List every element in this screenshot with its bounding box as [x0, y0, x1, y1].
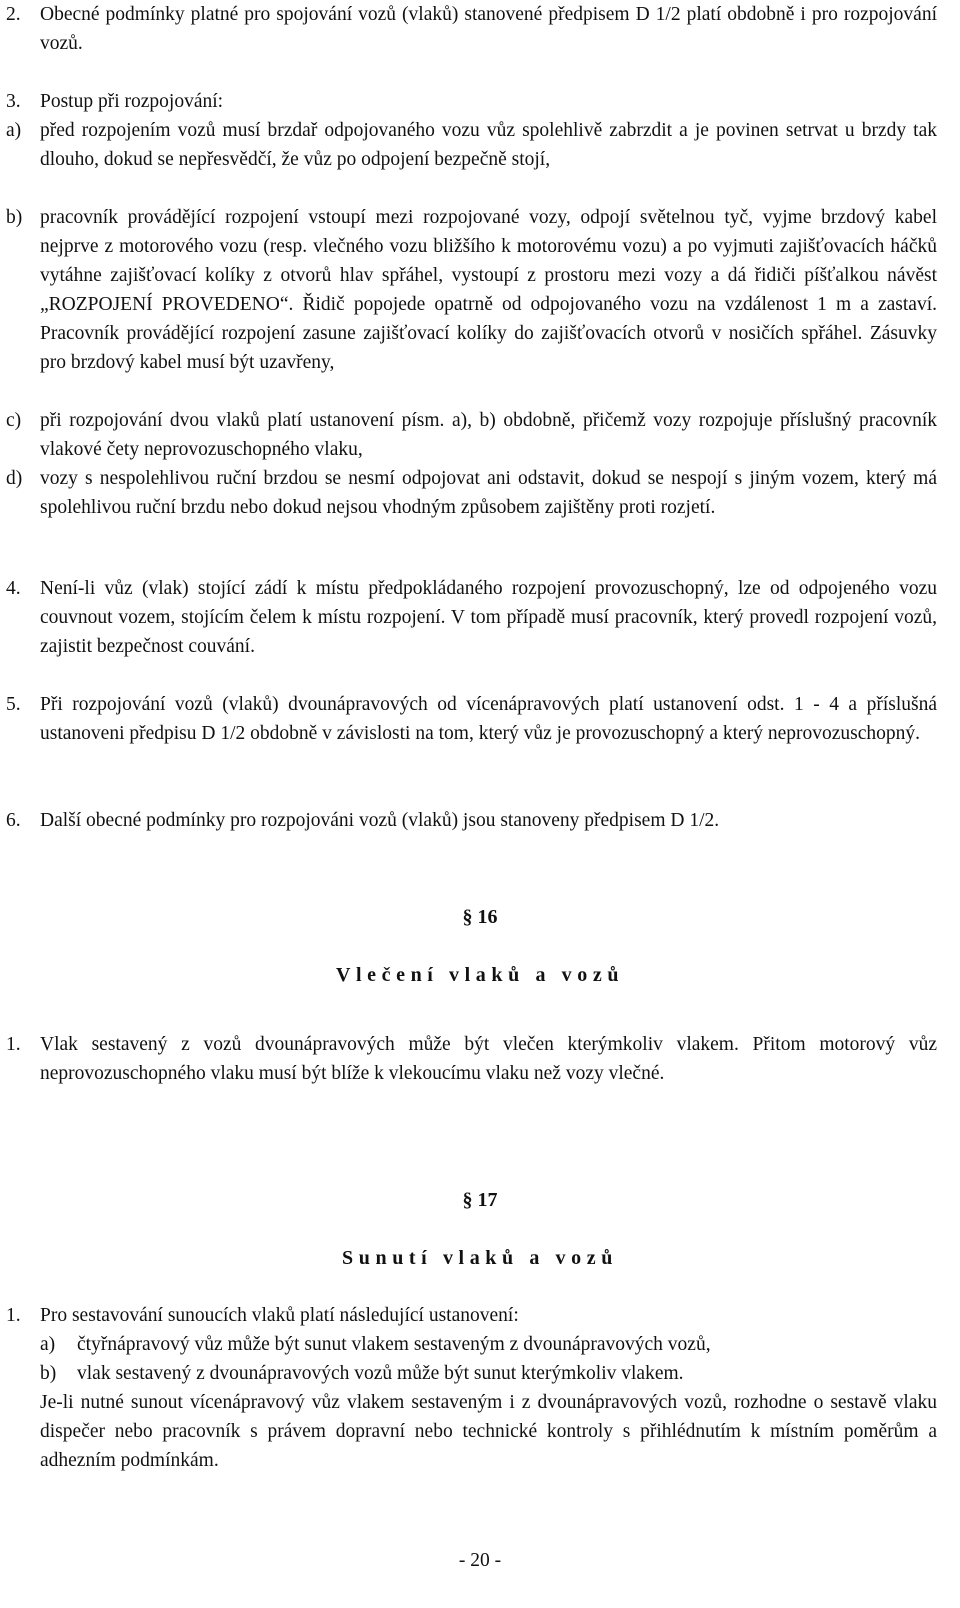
- paragraph-text: Obecné podmínky platné pro spojování vozů (vlaků) stanovené předpisem D 1/2 platí obdobně i pro rozpojování vozů.: [40, 4, 937, 54]
- list-item-label: b): [6, 207, 23, 228]
- list-item-text: vozy s nespolehlivou ruční brzdou se nesmí odpojovat ani odstavit, dokud se nespojí s jiným vozem, který má spolehlivou ruční brzdu nebo dokud nejsou vhodným způsobem zajištěny proti rozjetí.: [40, 468, 937, 518]
- paragraph-text: Není-li vůz (vlak) stojící zádí k místu předpokládaného rozpojení provozuschopný, lze od odpojeného vozu couvnout vozem, stojícím čelem k místu rozpojení. V tom případě musí pracovník, který provedl rozpojení vozů, zajistit bezpečnost couvání.: [40, 578, 937, 657]
- list-item-text: před rozpojením vozů musí brzdař odpojovaného vozu vůz spolehlivě zabrzdit a je povinen setrvat u brzdy tak dlouho, dokud se nepřesvědčí, že vůz po odpojení bezpečně stojí,: [40, 120, 937, 170]
- list-item-text: vlak sestavený z dvounápravových vozů může být sunut kterýmkoliv vlakem.: [77, 1363, 684, 1384]
- paragraph-number: 3.: [6, 91, 21, 112]
- list-item-text: pracovník provádějící rozpojení vstoupí mezi rozpojované vozy, odpojí světelnou tyč, vyjme brzdový kabel nejprve z motorového vozu (resp. vlečného vozu bližšího k motorovému vozu) a po vyjmuti zajišťovacích háčků vytáhne zajišťovací kolíky z otvorů hlav spřáhel, vystoupí z prostoru mezi vozy a dá řidiči píšťalkou návěst „ROZPOJENÍ PROVEDENO“. Řidič popojede opatrně od odpojovaného vozu na vzdálenost 1 m a zastaví. Pracovník provádějící rozpojení zasune zajišťovací kolíky do zajišťovacích otvorů v nosičích spřáhel. Zásuvky pro brzdový kabel musí být uzavřeny,: [40, 207, 937, 373]
- paragraph-number: 1.: [6, 1034, 21, 1055]
- paragraph-number: 6.: [6, 810, 21, 831]
- list-item-text: při rozpojování dvou vlaků platí ustanovení písm. a), b) obdobně, přičemž vozy rozpojuje příslušný pracovník vlakové čety neprovozuschopného vlaku,: [40, 410, 937, 460]
- paragraph-text: Při rozpojování vozů (vlaků) dvounápravových od vícenápravových platí ustanovení odst. 1 - 4 a příslušná ustanoveni předpisu D 1/2 obdobně v závislosti na tom, který vůz je provozuschopný a který neprovozuschopný.: [40, 694, 937, 744]
- list-item-label: a): [40, 1334, 56, 1355]
- list-item-label: a): [6, 120, 22, 141]
- paragraph-number: 1.: [6, 1305, 21, 1326]
- paragraph-text: Vlak sestavený z vozů dvounápravových může být vlečen kterýmkoliv vlakem. Přitom motorový vůz neprovozuschopného vlaku musí být blíže k vlekoucímu vlaku než vozy vlečné.: [40, 1034, 937, 1084]
- paragraph-number: 2.: [6, 4, 21, 25]
- section-17-number: § 17: [462, 1189, 498, 1211]
- section-16-title: Vlečení vlaků a vozů: [335, 964, 625, 986]
- section-17-title: Sunutí vlaků a vozů: [342, 1247, 618, 1269]
- page-number: - 20 -: [458, 1550, 502, 1571]
- paragraph-intro: Pro sestavování sunoucích vlaků platí následující ustanovení:: [40, 1305, 519, 1326]
- list-item-text: čtyřnápravový vůz může být sunut vlakem sestaveným z dvounápravových vozů,: [77, 1334, 711, 1355]
- paragraph-text: Je-li nutné sunout vícenápravový vůz vlakem sestaveným i z dvounápravových vozů, rozhodne o sestavě vlaku dispečer nebo pracovník s právem dopravní nebo technické kontroly s přihlédnutím k místním poměrům a adhezním podmínkám.: [40, 1392, 937, 1471]
- paragraph-text: Další obecné podmínky pro rozpojováni vozů (vlaků) jsou stanoveny předpisem D 1/2.: [40, 810, 720, 831]
- paragraph-number: 4.: [6, 578, 21, 599]
- paragraph-intro: Postup při rozpojování:: [40, 91, 224, 112]
- paragraph-number: 5.: [6, 694, 21, 715]
- list-item-label: c): [6, 410, 22, 431]
- list-item-label: b): [40, 1363, 57, 1384]
- section-16-number: § 16: [462, 906, 498, 928]
- list-item-label: d): [6, 468, 23, 489]
